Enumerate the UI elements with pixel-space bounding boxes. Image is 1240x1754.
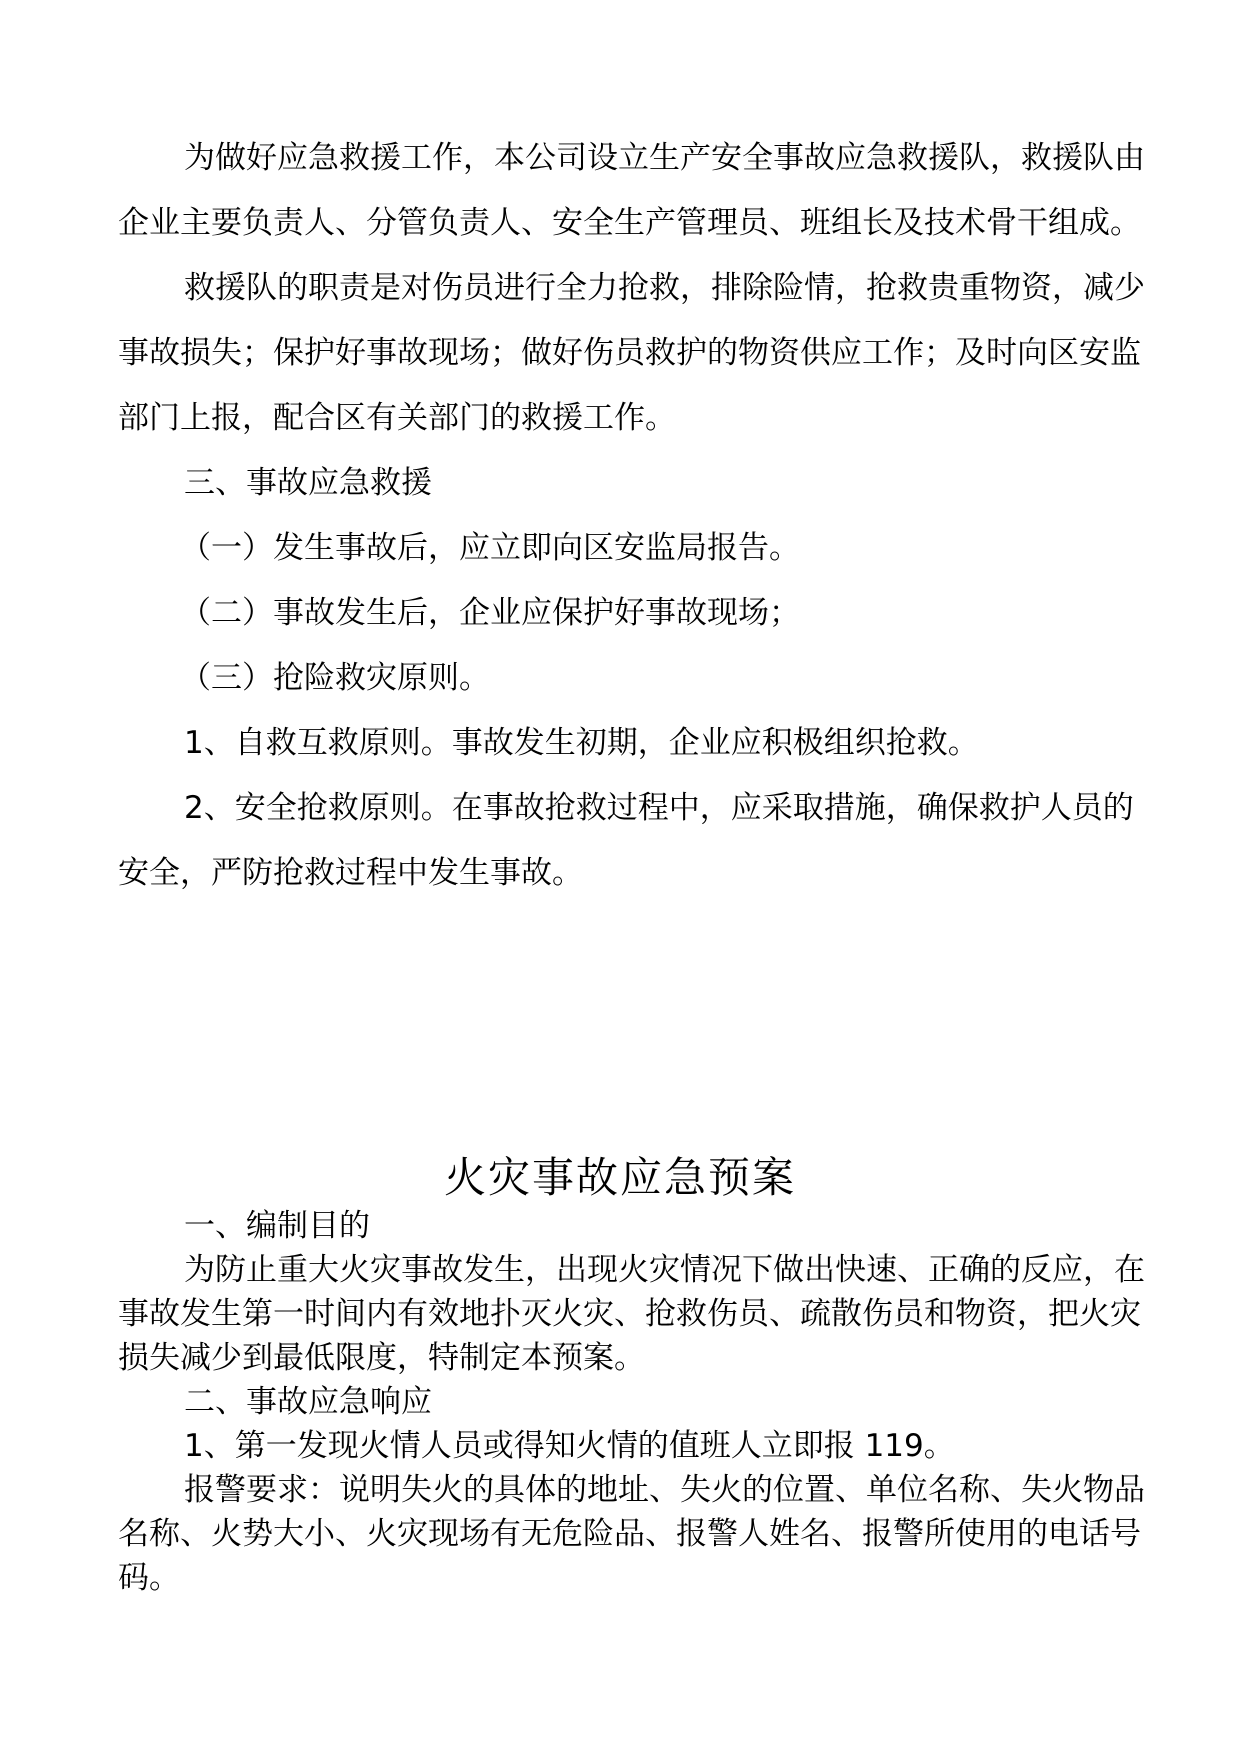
document-title: 火灾事故应急预案: [443, 1153, 796, 1202]
list-item: （三）抢险救灾原则。: [180, 660, 490, 696]
paragraph: 为防止重大火灾事故发生，出现火灾情况下做出快速、正确的反应，在事故发生第一时间内有效地扑灭火灾、抢救伤员、疏散伤员和物资，把火灾损失减少到最低限度，特制定本预案。: [118, 1252, 1145, 1376]
list-item: （二）事故发生后，企业应保护好事故现场；: [180, 595, 800, 631]
rescue-team-section: [118, 126, 1148, 906]
list-item: 2、安全抢救原则。在事故抢救过程中，应采取措施，确保救护人员的安全，严防抢救过程中发生事故。: [118, 790, 1134, 891]
list-item: 1、自救互救原则。事故发生初期，企业应积极组织抢救。: [184, 725, 979, 761]
list-item: 1、第一发现火情人员或得知火情的值班人立即报 119。: [184, 1428, 955, 1464]
section-heading: 二、事故应急响应: [184, 1384, 432, 1420]
paragraph: 报警要求：说明失火的具体的地址、失火的位置、单位名称、失火物品名称、火势大小、火灾现场有无危险品、报警人姓名、报警所使用的电话号码。: [118, 1472, 1145, 1596]
list-item: （一）发生事故后，应立即向区安监局报告。: [180, 530, 800, 566]
section-heading: 三、事故应急救援: [184, 465, 432, 501]
paragraph: 救援队的职责是对伤员进行全力抢救，排除险情，抢救贵重物资，减少事故损失；保护好事故现场；做好伤员救护的物资供应工作；及时向区安监部门上报，配合区有关部门的救援工作。: [118, 270, 1145, 436]
fire-plan-section: [118, 1204, 1148, 1600]
section-heading: 一、编制目的: [184, 1208, 370, 1244]
paragraph: 为做好应急救援工作，本公司设立生产安全事故应急救援队，救援队由企业主要负责人、分管负责人、安全生产管理员、班组长及技术骨干组成。: [118, 140, 1145, 241]
